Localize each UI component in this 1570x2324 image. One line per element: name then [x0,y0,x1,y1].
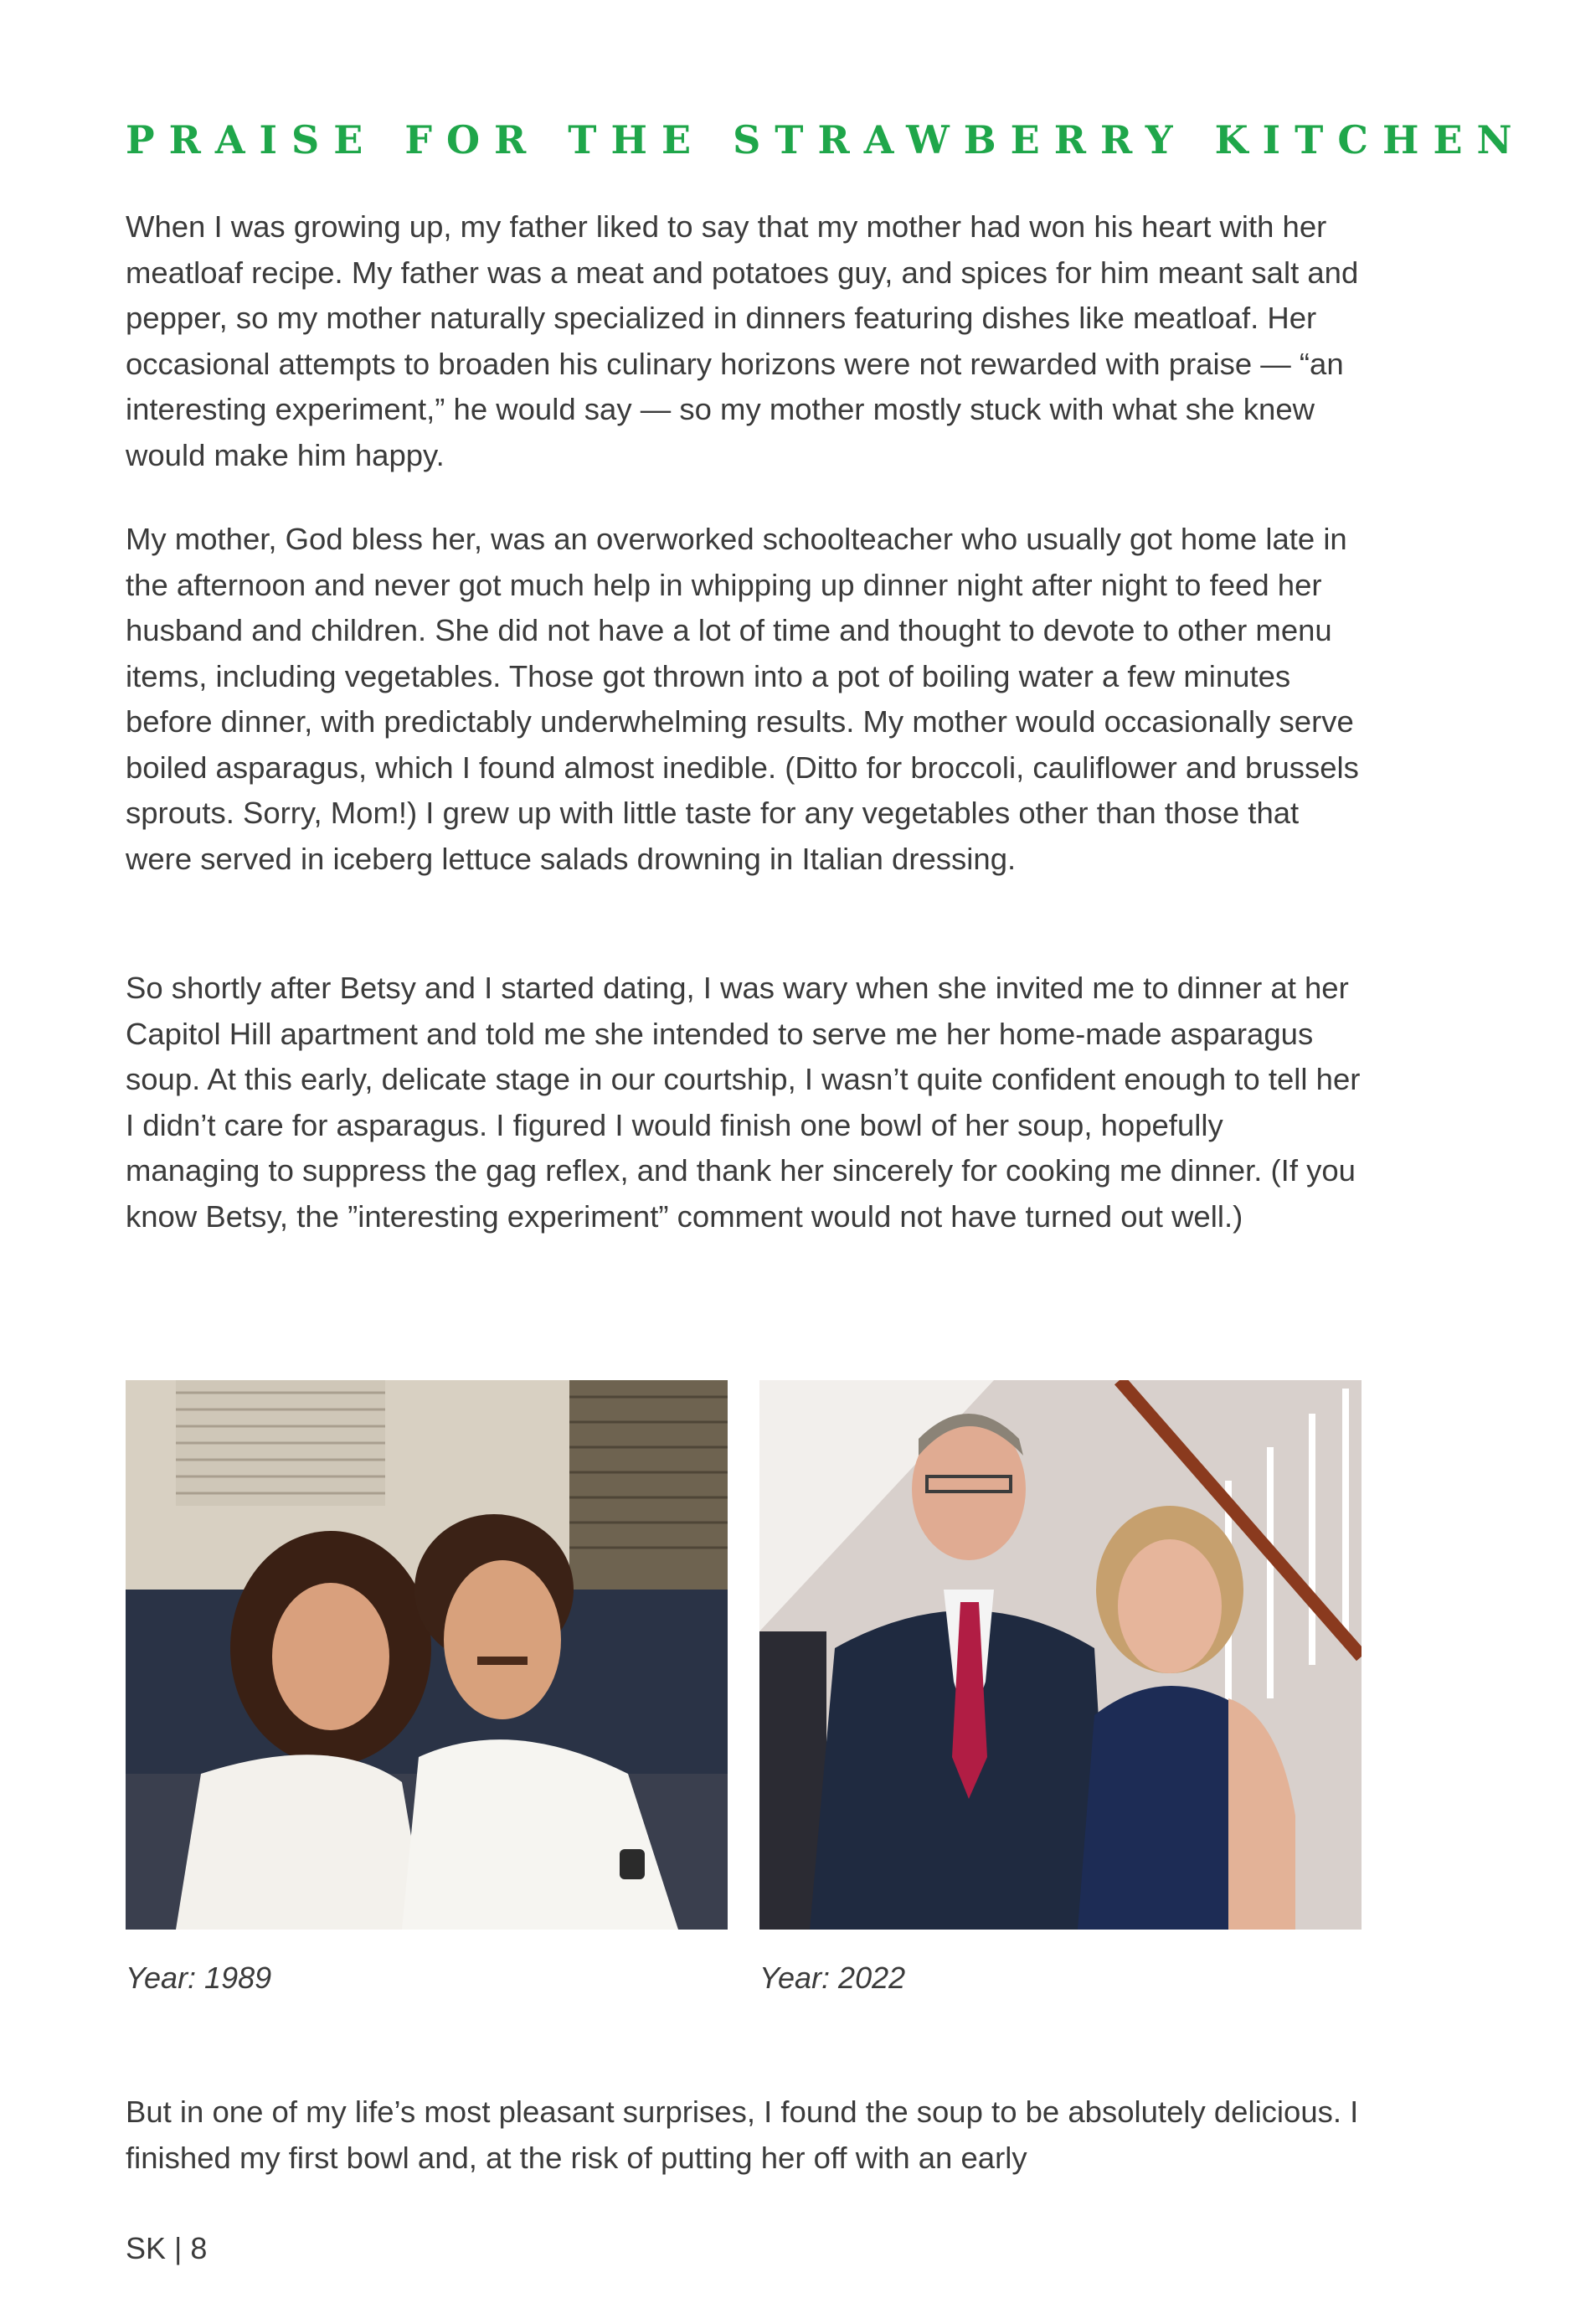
photo-2022 [759,1380,1362,1930]
page-footer: SK | 8 [126,2231,208,2265]
paragraph-3: So shortly after Betsy and I started dating, I was wary when she invited me to dinner at her Capitol Hill apartment and told me she intended to serve me her home-made asparagus soup. At this early, delicate stage in our courtship, I wasn’t quite confident enough to tell her I didn’t care for asparagus. I figured I would finish one bowl of her soup, hopefully managing to suppress the gag reflex, and thank her sincerely for cooking me dinner. (If you know Betsy, the ”interesting experiment” comment would not have turned out well.) [126,971,1361,1234]
photo-1989 [126,1380,728,1930]
photo-caption-1989: Year: 1989 [126,1961,272,1995]
photo-caption-2022: Year: 2022 [759,1961,906,1995]
paragraph-1: When I was growing up, my father liked to say that my mother had won his heart with her meatloaf recipe. My father was a meat and potatoes guy, and spices for him meant salt and pepper, so my mother naturally specialized in dinners featuring dishes like meatloaf. Her occasional attempts to broaden his culinary horizons were not rewarded with praise — “an interesting experiment,” he would say — so my mother mostly stuck with what she knew would make him happy. [126,209,1359,472]
photo-1989-image [126,1380,728,1930]
paragraph-2: My mother, God bless her, was an overworked schoolteacher who usually got home late in the afternoon and never got much help in whipping up dinner night after night to feed her husband and children. She did not have a lot of time and thought to devote to other menu items, including vegetables. Those got thrown into a pot of boiling water a few minutes before dinner, with predictably underwhelming results. My mother would occasionally serve boiled asparagus, which I found almost inedible. (Ditto for broccoli, cauliflower and brussels sprouts. Sorry, Mom!) I grew up with little taste for any vegetables other than those that were served in iceberg lettuce salads drowning in Italian dressing. [126,522,1359,876]
page-heading: PRAISE FOR THE STRAWBERRY KITCHEN [126,117,1526,162]
photo-2022-image [759,1380,1362,1930]
paragraph-4: But in one of my life’s most pleasant surprises, I found the soup to be absolutely delicious. I finished my first bowl and, at the risk of putting her off with an early [126,2095,1359,2175]
